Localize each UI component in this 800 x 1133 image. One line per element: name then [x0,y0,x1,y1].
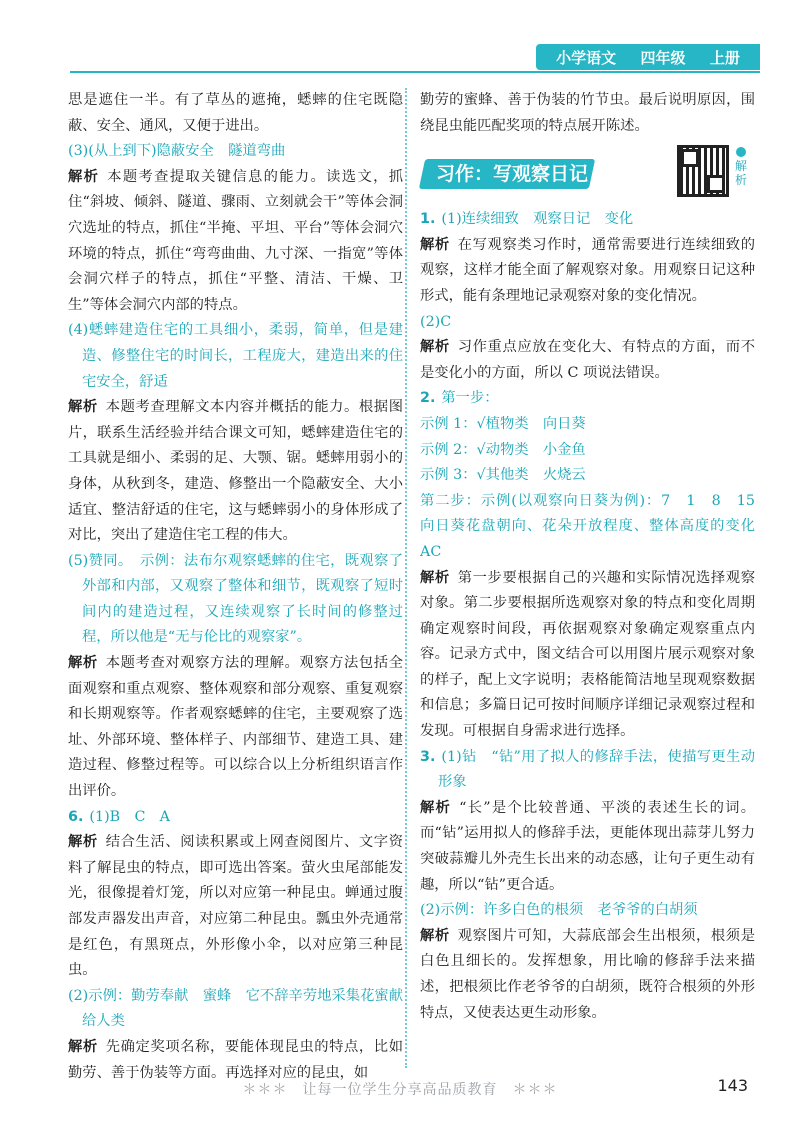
r3-2-answer: (2)示例：许多白色的根须 老爷爷的白胡须 [420,902,698,919]
header-grade: 四年级 [640,48,686,67]
r1-2-analysis [420,335,755,386]
column-divider [405,88,407,1068]
r3-answer [420,745,755,796]
r1-answer-text: (1)连续细致 观察日记 变化 [441,211,634,228]
r3-number: 3. [420,748,436,765]
analysis-label: 解析 [68,399,98,416]
header-badge [536,44,760,70]
header-volume: 上册 [709,48,740,67]
right-cont-text: 勤劳的蜜蜂、善于伪装的竹节虫。最后说明原因，围绕昆虫能匹配奖项的特点展开陈述。 [420,92,755,134]
section-title: 习作：写观察日记 [436,163,589,186]
analysis-label: 解析 [68,834,98,851]
r2-step1 [420,386,755,412]
r1-answer [420,207,755,233]
q6-2-answer: (2)示例：勤劳奉献 蜜蜂 它不辞辛劳地采集花蜜献给人类 [68,987,403,1030]
header-subject: 小学语文 [556,48,617,67]
left-intro-text: 思是遮住一半。有了草丛的遮掩，蟋蟀的住宅既隐蔽、安全、通风，又便于进出。 [68,92,403,134]
analysis-label: 解析 [420,569,450,586]
r1-2-answer: (2)C [420,313,452,330]
footer-slogan: ＊＊＊ 让每一位学生分享高品质教育 ＊＊＊ [242,1082,558,1098]
qr-label [733,147,749,187]
analysis-label: 解析 [420,927,450,944]
r1-analysis-text: 在写观察类习作时，通常需要进行连续细致的观察，这样才能全面了解观察对象。用观察日记这种形式，能有条理地记录观察对象的变化情况。 [420,236,755,304]
right-column [420,88,770,1026]
q3-analysis-text: 本题考查提取关键信息的能力。读选文，抓住“斜坡、倾斜、隧道、骤雨、立刻就会干”等体会洞穴选址的特点，抓住“半掩、平坦、平台”等体会洞穴环境的特点，抓住“弯弯曲曲、九寸深、一指宽”等体会洞穴样子的特点，抓住“平整、清洁、干燥、卫生”等体会洞穴内部的特点。 [68,168,404,313]
q3-analysis [68,165,403,319]
q6-analysis [68,830,403,984]
r3-2-analysis [420,924,755,1026]
left-column [68,88,403,1086]
r1-number: 1. [420,211,436,228]
r2-example-2: 示例 2：√动物类 小金鱼 [420,441,586,458]
q4-analysis-text: 本题考查理解文本内容并概括的能力。根据图片，联系生活经验并结合课文可知，蟋蟀建造住宅的工具就是细小、柔弱的足、大颚、锯。蟋蟀用弱小的身体，从秋到冬，建造、修整出一个隐蔽安全、大小适宜、整洁舒适的住宅，这与蟋蟀弱小的身体形成了对比，突出了建造住宅工程的伟大。 [68,399,403,544]
q5-answer: (5)赞同。 示例：法布尔观察蟋蟀的住宅，既观察了外部和内部，又观察了整体和细节，既观察了短时间内的建造过程，又连续观察了长时间的修整过程，所以他是“无与伦比的观察家”。 [68,552,403,646]
r3-analysis [420,796,755,898]
page-top-strip [0,0,800,42]
r3-answer-text: (1)钻 “钻”用了拟人的修辞手法，使描写更生动形象 [438,748,755,791]
qr-dot-icon [736,147,746,157]
r2-number: 2. [420,390,436,407]
q6-2-analysis-text: 先确定奖项名称，要能体现昆虫的特点，比如勤劳、善于伪装等方面。再选择对应的昆虫，如 [68,1038,403,1081]
q4-analysis [68,395,403,549]
r2-example-1: 示例 1：√植物类 向日葵 [420,415,586,432]
q6-analysis-text: 结合生活、阅读积累或上网查阅图片、文字资料了解昆虫的特点，即可选出答案。萤火虫尾部能发光，很像提着灯笼，所以对应第一种昆虫。蝉通过腹部发声器发出声音，对应第二种昆虫。瓢虫外壳通常是红色，有黑斑点，外形像小伞，以对应第三种昆虫。 [68,834,403,979]
q6-answer-text: (1)B C A [89,808,171,825]
r2-example-3: 示例 3：√其他类 火烧云 [420,467,586,484]
q4-answer: (4)蟋蟀建造住宅的工具细小，柔弱，简单，但是建造、修整住宅的时间长，工程庞大，建造出来的住宅安全，舒适 [68,322,403,390]
r1-2-analysis-text: 习作重点应放在变化大、有特点的方面，而不是变化小的方面，所以 C 项说法错误。 [420,339,755,381]
header-rule [70,71,760,73]
section-banner [420,151,755,197]
q3-answer: (3)(从上到下)隐蔽安全 隧道弯曲 [68,143,286,160]
r3-2-analysis-text: 观察图片可知，大蒜底部会生出根须，根须是白色且细长的。发挥想象，用比喻的修辞手法来描述，把根须比作老爷爷的白胡须，既符合根须的外形特点，又使表达更生动形象。 [420,927,755,1021]
r2-step2: 第二步：示例(以观察向日葵为例)：7 1 8 15 向日葵花盘朝向、花朵开放程度、整体高度的变化 AC [420,492,770,560]
r2-analysis [420,566,755,745]
r1-analysis [420,233,755,310]
q5-analysis [68,651,403,805]
q6-answer [68,805,403,831]
analysis-label: 解析 [420,339,450,356]
analysis-label: 解析 [420,236,450,253]
analysis-label: 解析 [68,168,100,185]
analysis-label: 解析 [68,655,98,672]
q6-number: 6. [68,808,84,825]
analysis-label: 解析 [68,1038,98,1055]
page-number: 143 [717,1076,748,1095]
r2-step1-text: 第一步： [441,390,499,407]
qr-label-text: 解析 [734,159,747,188]
r2-analysis-text: 第一步要根据自己的兴趣和实际情况选择观察对象。第二步要根据所选观察对象的特点和变化周期确定观察时间段，再依据观察对象确定观察重点内容。记录方式中，图文结合可以用图片展示观察对象的样子，配上文字说明；表格能简洁地呈现观察数据和信息；多篇日记可按时间顺序详细记录观察过程和发现。可根据自身需求进行选择。 [420,569,755,740]
analysis-label: 解析 [420,799,452,816]
r3-analysis-text: “长”是个比较普通、平淡的表述生长的词。而“钻”运用拟人的修辞手法，更能体现出蒜芽儿努力突破蒜瓣儿外壳生长出来的动态感，让句子更生动有趣，所以“钻”更合适。 [420,799,756,893]
q5-analysis-text: 本题考查对观察方法的理解。观察方法包括全面观察和重点观察、整体观察和部分观察、重复观察和长期观察等。作者观察蟋蟀的住宅，主要观察了选址、外部环境、整体样子、内部细节、建造工具、建造过程、修整过程等。可以综合以上分析组织语言作出评价。 [68,655,403,800]
qr-code-icon[interactable] [677,145,729,197]
